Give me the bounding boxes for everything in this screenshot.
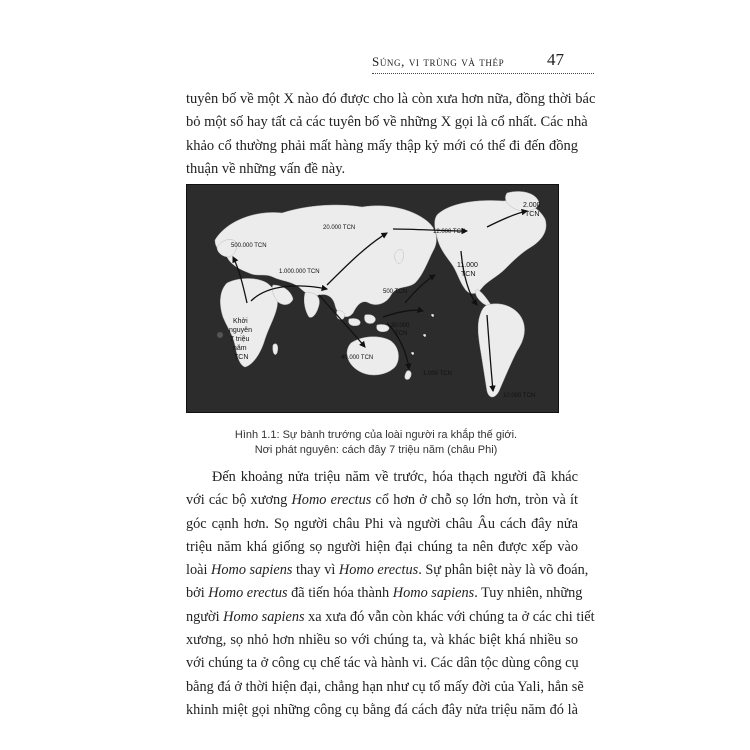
pacific-islands (411, 314, 434, 355)
central-america-landmass (476, 289, 492, 306)
body-paragraph (186, 466, 595, 722)
text-line: bởi Homo erectus đã tiến hóa thành Homo sapiens. Tuy nhiên, những (186, 585, 583, 602)
label-2000: 2.000 (523, 202, 541, 209)
label-10000: 10.000 TCN (503, 393, 536, 399)
text-line: người Homo sapiens xa xưa đó vẫn còn khác với chúng ta ở các chi tiết (186, 608, 595, 625)
caption-line-1: Hình 1.1: Sự bành trướng của loài người ra khắp thế giới. (234, 429, 518, 441)
label-500: 500 TCN (383, 289, 407, 295)
text-line: xương, sọ nhỏ hơn nhiều so với chúng ta, và khác biệt khá nhiều so (186, 632, 578, 649)
label-origin-5: TCN (234, 354, 249, 361)
label-1000: 1.000 TCN (423, 371, 452, 377)
india-landmass (304, 293, 319, 318)
world-map-svg (187, 185, 558, 412)
southeast-asia-islands (336, 311, 389, 332)
text-line: với chúng ta ở công cụ chế tác và hành vi. Các dân tộc dùng công cụ (186, 655, 579, 672)
label-origin-2: nguyên (229, 327, 252, 334)
running-header-title: Súng, vi trùng và thép (372, 54, 505, 69)
text-line: loài Homo sapiens thay vì Homo erectus. Sự phân biệt này là võ đoán, (186, 562, 589, 579)
label-500000: 500.000 TCN (231, 243, 267, 249)
label-30000-tcn: TCN (395, 331, 408, 337)
text-line: Đến khoảng nửa triệu năm về trước, hóa thạch người đã khác (212, 469, 578, 485)
madagascar-landmass (273, 344, 278, 355)
label-origin-3: 7 triệu (230, 336, 250, 343)
running-header (372, 52, 592, 74)
label-origin-1: Khởi (233, 318, 248, 325)
label-origin-4: năm (233, 345, 247, 352)
south-america-landmass (478, 304, 524, 397)
text-line: với các bộ xương Homo erectus cổ hơn ở chỗ sọ lớn hơn, tròn và ít (186, 492, 578, 509)
text-line: khinh miệt gọi những công cụ bằng đá cách đây nửa triệu năm đó là (186, 701, 578, 718)
label-2000-tcn: TCN (525, 211, 540, 218)
world-map-figure (186, 184, 559, 413)
label-30000: 30.000 (391, 323, 410, 329)
label-20000: 20.000 TCN (323, 225, 356, 231)
new-zealand-landmass (405, 371, 411, 380)
label-1000000: 1.000.000 TCN (279, 269, 320, 275)
text-line: góc cạnh hơn. Sọ người châu Phi và người châu Âu cách đây nửa (186, 515, 578, 532)
label-12000: 12.000 TCN (433, 229, 466, 235)
label-40000: 40.000 TCN (341, 355, 374, 361)
header-dotted-rule (372, 73, 594, 74)
page-number: 47 (547, 50, 564, 69)
text-line: bỏ một số hay tất cả các tuyên bố về những X gọi là cổ nhất. Các nhà (186, 114, 588, 131)
text-line: thuận về những vấn đề này. (186, 160, 346, 177)
label-11000: 11.000 (457, 262, 478, 269)
text-line: bằng đá ở thời hiện đại, chẳng hạn như cụ tổ mấy đời của Yali, hẳn sẽ (186, 678, 584, 695)
text-line: khảo cổ thường phải mất hàng mấy thập kỷ mới có thể đi đến đồng (186, 137, 578, 154)
arrow-melanesia (383, 310, 423, 317)
africa-landmass (220, 279, 277, 368)
caption-line-2: Nơi phát nguyên: cách đây 7 triệu năm (châu Phi) (254, 443, 498, 456)
text-line: tuyên bố về một X nào đó được cho là còn xưa hơn nữa, đồng thời bác (186, 91, 596, 107)
figure-caption (186, 428, 566, 457)
text-line: triệu năm khá giống sọ người hiện đại chúng ta nên được xếp vào (186, 538, 578, 555)
top-paragraph (186, 88, 596, 181)
origin-dot (217, 332, 223, 338)
label-11000-tcn: TCN (461, 271, 476, 278)
